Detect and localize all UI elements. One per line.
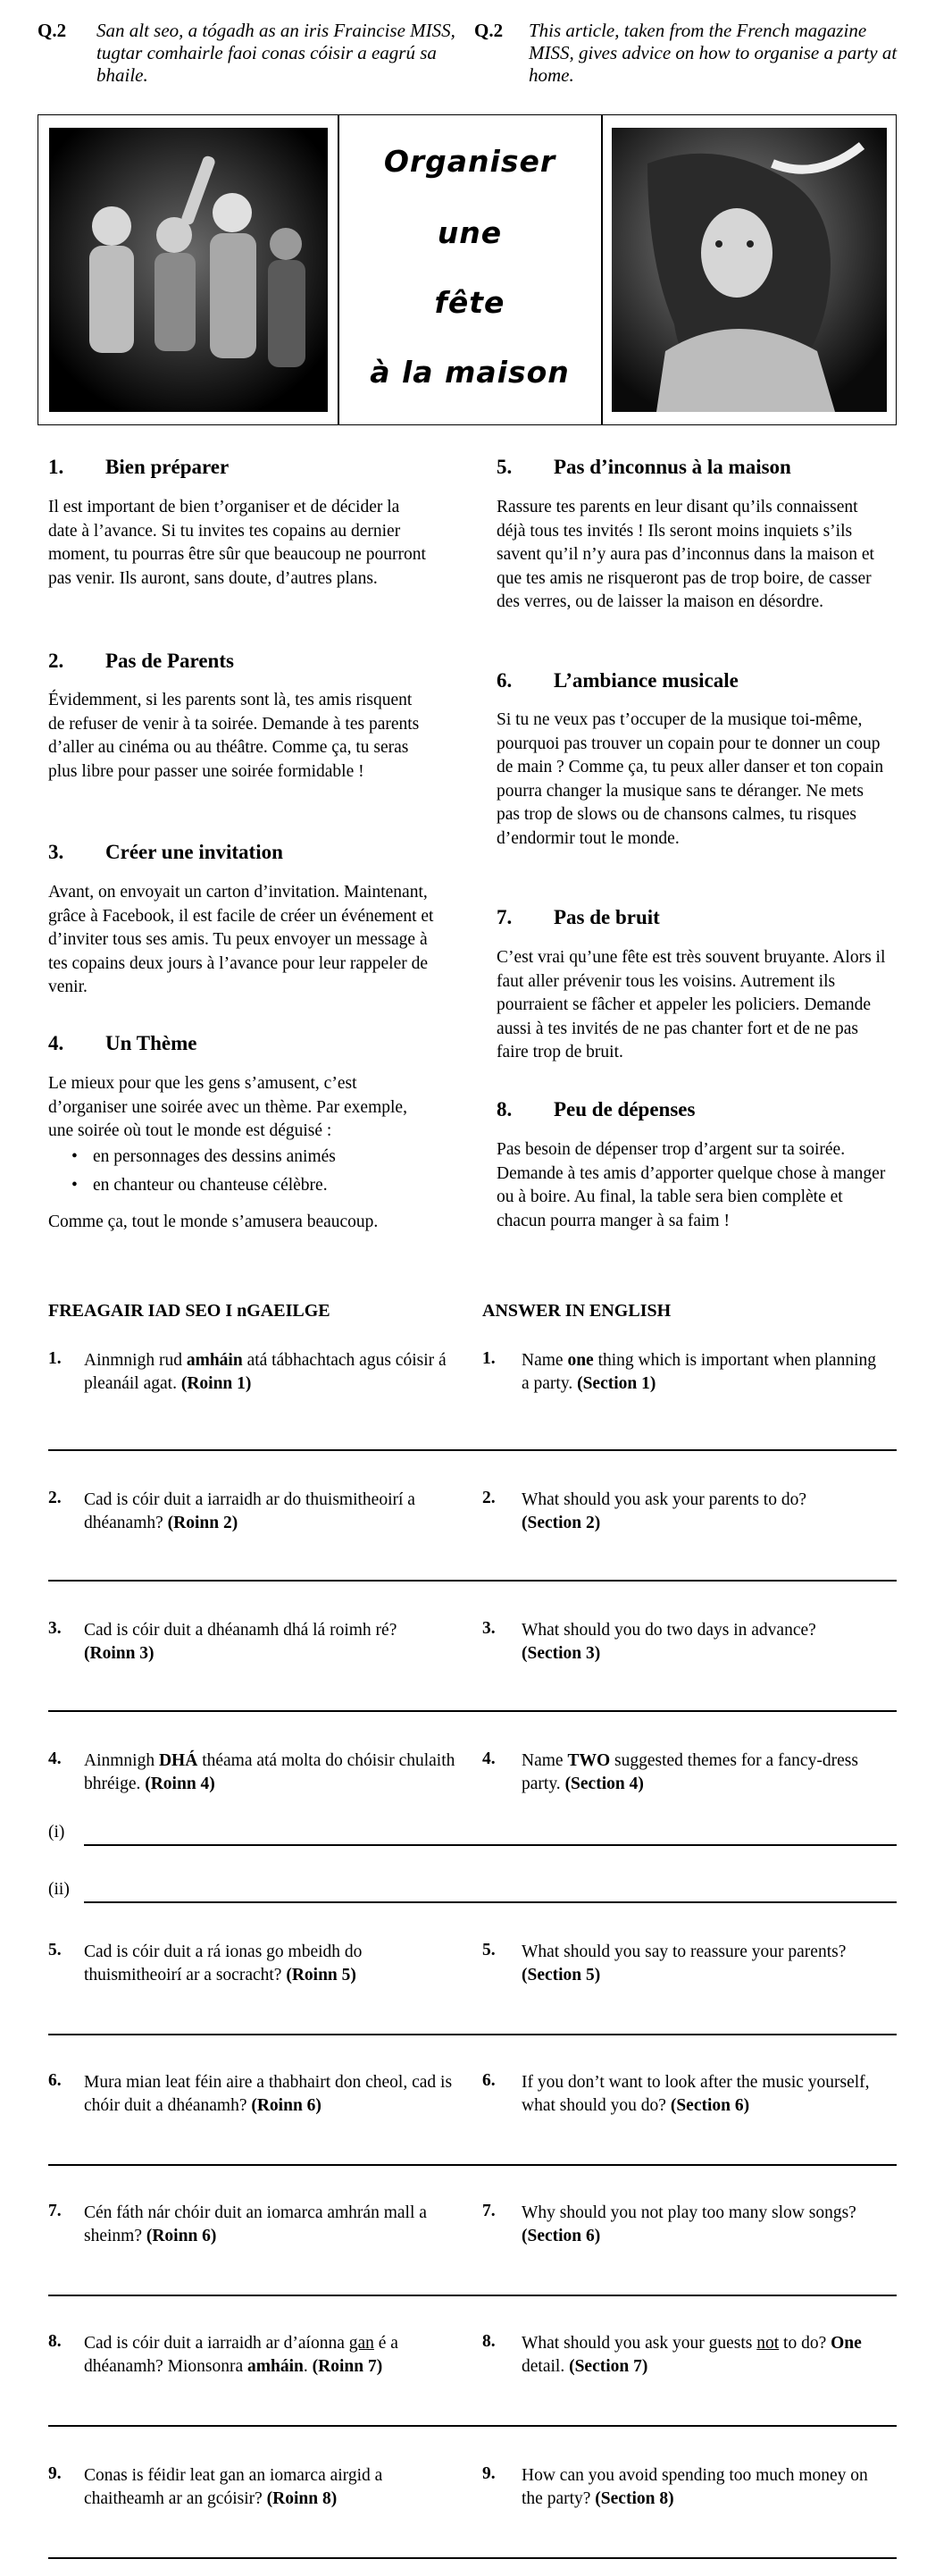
answer-line-4-ii[interactable]	[84, 1901, 897, 1903]
title-line: Organiser	[383, 144, 556, 179]
answer-line-3[interactable]	[48, 1710, 897, 1712]
irish-intro: San alt seo, a tógadh as an iris Fraincise MISS, tugtar comhairle faoi conas cóisir a eagrú sa bhaile.	[96, 20, 455, 86]
title-line: fête	[434, 285, 505, 320]
answer-line-5[interactable]	[48, 2034, 897, 2035]
banner-title	[338, 115, 601, 424]
section-7-text: C’est vrai qu’une fête est très souvent bruyante. Alors il faut aller prévenir tous les voisins. Autrement ils pourraient se fâcher et appeler les policiers. Demande aussi à tes invités de ne pas chanter fort et de ne pas faire trop de bruit.	[497, 948, 886, 1061]
party-photo-right	[612, 128, 887, 412]
bullet-dot: •	[71, 1176, 78, 1195]
section-4-text: Le mieux pour que les gens s’amusent, c’est d’organiser une soirée avec un thème. Par exemple, une soirée où tout le monde est déguisé :	[48, 1074, 407, 1140]
answer-line-7[interactable]	[48, 2295, 897, 2296]
question-1-irish: Ainmnigh rud amháin atá tábhachtach agus cóisir á pleanáil agat. (Roinn 1)	[84, 1351, 447, 1393]
question-number: 6.	[482, 2071, 496, 2090]
section-7-heading	[497, 906, 660, 929]
bullet-text: en chanteur ou chanteuse célèbre.	[93, 1176, 328, 1195]
question-8-irish: Cad is cóir duit a iarraidh ar d’aíonna gan é a dhéanamh? Mionsonra amháin. (Roinn 7)	[84, 2334, 398, 2376]
section-title: Pas de Parents	[105, 650, 234, 672]
theme-bullet	[71, 1145, 336, 1169]
question-number: 1.	[48, 1349, 62, 1368]
question-2-irish: Cad is cóir duit a iarraidh ar do thuismitheoirí a dhéanamh? (Roinn 2)	[84, 1490, 415, 1532]
section-1-heading	[48, 456, 229, 479]
question-number: 1.	[482, 1349, 496, 1368]
answer-line-4-i[interactable]	[84, 1844, 897, 1846]
section-title: L’ambiance musicale	[554, 669, 739, 692]
question-number: 2.	[482, 1489, 496, 1507]
question-9-irish: Conas is féidir leat gan an iomarca airgid a chaitheamh ar an gcóisir? (Roinn 8)	[84, 2466, 383, 2508]
title-line: à la maison	[370, 355, 570, 390]
section-4-closing: Comme ça, tout le monde s’amusera beaucoup.	[48, 1212, 379, 1231]
article-banner	[38, 114, 897, 425]
question-1-english: Name one thing which is important when planning a party. (Section 1)	[522, 1351, 876, 1393]
question-7-irish: Cén fáth nár chóir duit an iomarca amhrán mall a sheinm? (Roinn 6)	[84, 2203, 427, 2245]
english-answer-heading: ANSWER IN ENGLISH	[482, 1301, 672, 1321]
section-title: Pas de bruit	[554, 906, 660, 928]
question-5-irish: Cad is cóir duit a rá ionas go mbeidh do thuismitheoirí ar a socracht? (Roinn 5)	[84, 1942, 363, 1984]
question-number: 8.	[482, 2332, 496, 2351]
section-number: 5.	[497, 456, 513, 478]
section-number: 7.	[497, 906, 513, 928]
section-3-heading	[48, 841, 283, 864]
question-6-irish: Mura mian leat féin aire a thabhairt don cheol, cad is chóir duit a dhéanamh? (Roinn 6)	[84, 2073, 453, 2115]
question-7-english: Why should you not play too many slow songs? (Section 6)	[522, 2203, 856, 2245]
question-number: 2.	[48, 1489, 62, 1507]
section-number: 2.	[48, 650, 64, 672]
section-8-text: Pas besoin de dépenser trop d’argent sur ta soirée. Demande à tes amis d’apporter quelque chose à manger ou à boire. Au final, la table sera bien complète et chacun pourra manger à sa faim !	[497, 1140, 886, 1230]
answer-line-8[interactable]	[48, 2425, 897, 2427]
question-number: 8.	[48, 2332, 62, 2351]
section-title: Un Thème	[105, 1032, 197, 1054]
bullet-dot: •	[71, 1147, 78, 1166]
question-number: 9.	[482, 2464, 496, 2483]
section-3-text: Avant, on envoyait un carton d’invitation. Maintenant, grâce à Facebook, il est facile de créer un événement et d’inviter tous ses amis. Tu peux envoyer un message à tes copains deux jours à l’avance pour leur rappeler de venir.	[48, 883, 434, 996]
section-5-text: Rassure tes parents en leur disant qu’ils connaissent déjà tous tes invités ! Ils seront moins inquiets s’ils savent qu’il n’y aura pas d’inconnus dans la maison et que tes amis ne risqueront pas de trop boire, de casser des verres, ou de laisser la maison en désordre.	[497, 498, 874, 611]
answer-line-9[interactable]	[48, 2557, 897, 2559]
question-9-english: How can you avoid spending too much money on the party? (Section 8)	[522, 2466, 868, 2508]
bullet-text: en personnages des dessins animés	[93, 1147, 336, 1166]
title-line: une	[437, 215, 503, 250]
question-number: 5.	[48, 1941, 62, 1959]
section-5-heading	[497, 456, 791, 479]
section-2-heading	[48, 650, 234, 673]
answer-label-i: (i)	[48, 1823, 65, 1842]
answer-line-6[interactable]	[48, 2164, 897, 2166]
section-6-heading	[497, 669, 739, 692]
question-label-irish: Q.2	[38, 20, 67, 41]
question-3-english: What should you do two days in advance? (Section 3)	[522, 1621, 816, 1663]
question-2-english: What should you ask your parents to do? (Section 2)	[522, 1490, 806, 1532]
question-6-english: If you don’t want to look after the music yourself, what should you do? (Section 6)	[522, 2073, 870, 2115]
party-photo-left	[49, 128, 328, 412]
answer-line-2[interactable]	[48, 1580, 897, 1582]
theme-bullet	[71, 1174, 328, 1197]
question-5-english: What should you say to reassure your parents? (Section 5)	[522, 1942, 847, 1984]
question-number: 7.	[482, 2202, 496, 2220]
question-3-irish: Cad is cóir duit a dhéanamh dhá lá roimh ré? (Roinn 3)	[84, 1621, 397, 1663]
section-title: Créer une invitation	[105, 841, 283, 863]
question-number: 4.	[48, 1749, 62, 1768]
section-number: 3.	[48, 841, 64, 863]
section-number: 8.	[497, 1098, 513, 1120]
question-4-irish: Ainmnigh DHÁ théama atá molta do chóisir chulaith bhréige. (Roinn 4)	[84, 1751, 455, 1793]
section-2-text: Évidemment, si les parents sont là, tes amis risquent de refuser de venir à ta soirée. Demande à tes parents d’aller au cinéma ou au théâtre. Comme ça, tu seras plus libre pour passer une soirée formidable !	[48, 691, 420, 781]
section-1-text: Il est important de bien t’organiser et de décider la date à l’avance. Si tu invites tes copains au dernier moment, tu pourras être sûr que beaucoup ne pourront pas venir. Ils auront, sans doute, d’autres plans.	[48, 498, 426, 588]
answer-label-ii: (ii)	[48, 1880, 70, 1899]
section-number: 6.	[497, 669, 513, 692]
irish-answer-heading: FREAGAIR IAD SEO I nGAEILGE	[48, 1301, 330, 1321]
section-8-heading	[497, 1098, 695, 1121]
question-number: 6.	[48, 2071, 62, 2090]
question-number: 9.	[48, 2464, 62, 2483]
question-8-english: What should you ask your guests not to do? One detail. (Section 7)	[522, 2334, 862, 2376]
section-number: 4.	[48, 1032, 64, 1054]
question-number: 3.	[48, 1619, 62, 1638]
question-number: 4.	[482, 1749, 496, 1768]
section-title: Pas d’inconnus à la maison	[554, 456, 791, 478]
question-number: 5.	[482, 1941, 496, 1959]
question-4-english: Name TWO suggested themes for a fancy-dress party. (Section 4)	[522, 1751, 858, 1793]
section-6-text: Si tu ne veux pas t’occuper de la musique toi-même, pourquoi pas trouver un copain pour te donner un coup de main ? Comme ça, tu peux aller danser et ton copain pourra changer la musique sans te déranger. Ne mets pas trop de slows ou de chansons calmes, tu risques d’endormir tout le monde.	[497, 710, 884, 848]
section-title: Bien préparer	[105, 456, 230, 478]
section-number: 1.	[48, 456, 64, 478]
question-label-english: Q.2	[474, 20, 504, 41]
english-intro: This article, taken from the French magazine MISS, gives advice on how to organise a party at home.	[529, 20, 898, 86]
question-number: 7.	[48, 2202, 62, 2220]
answer-line-1[interactable]	[48, 1449, 897, 1451]
section-4-heading	[48, 1032, 196, 1055]
question-number: 3.	[482, 1619, 496, 1638]
section-title: Peu de dépenses	[554, 1098, 696, 1120]
